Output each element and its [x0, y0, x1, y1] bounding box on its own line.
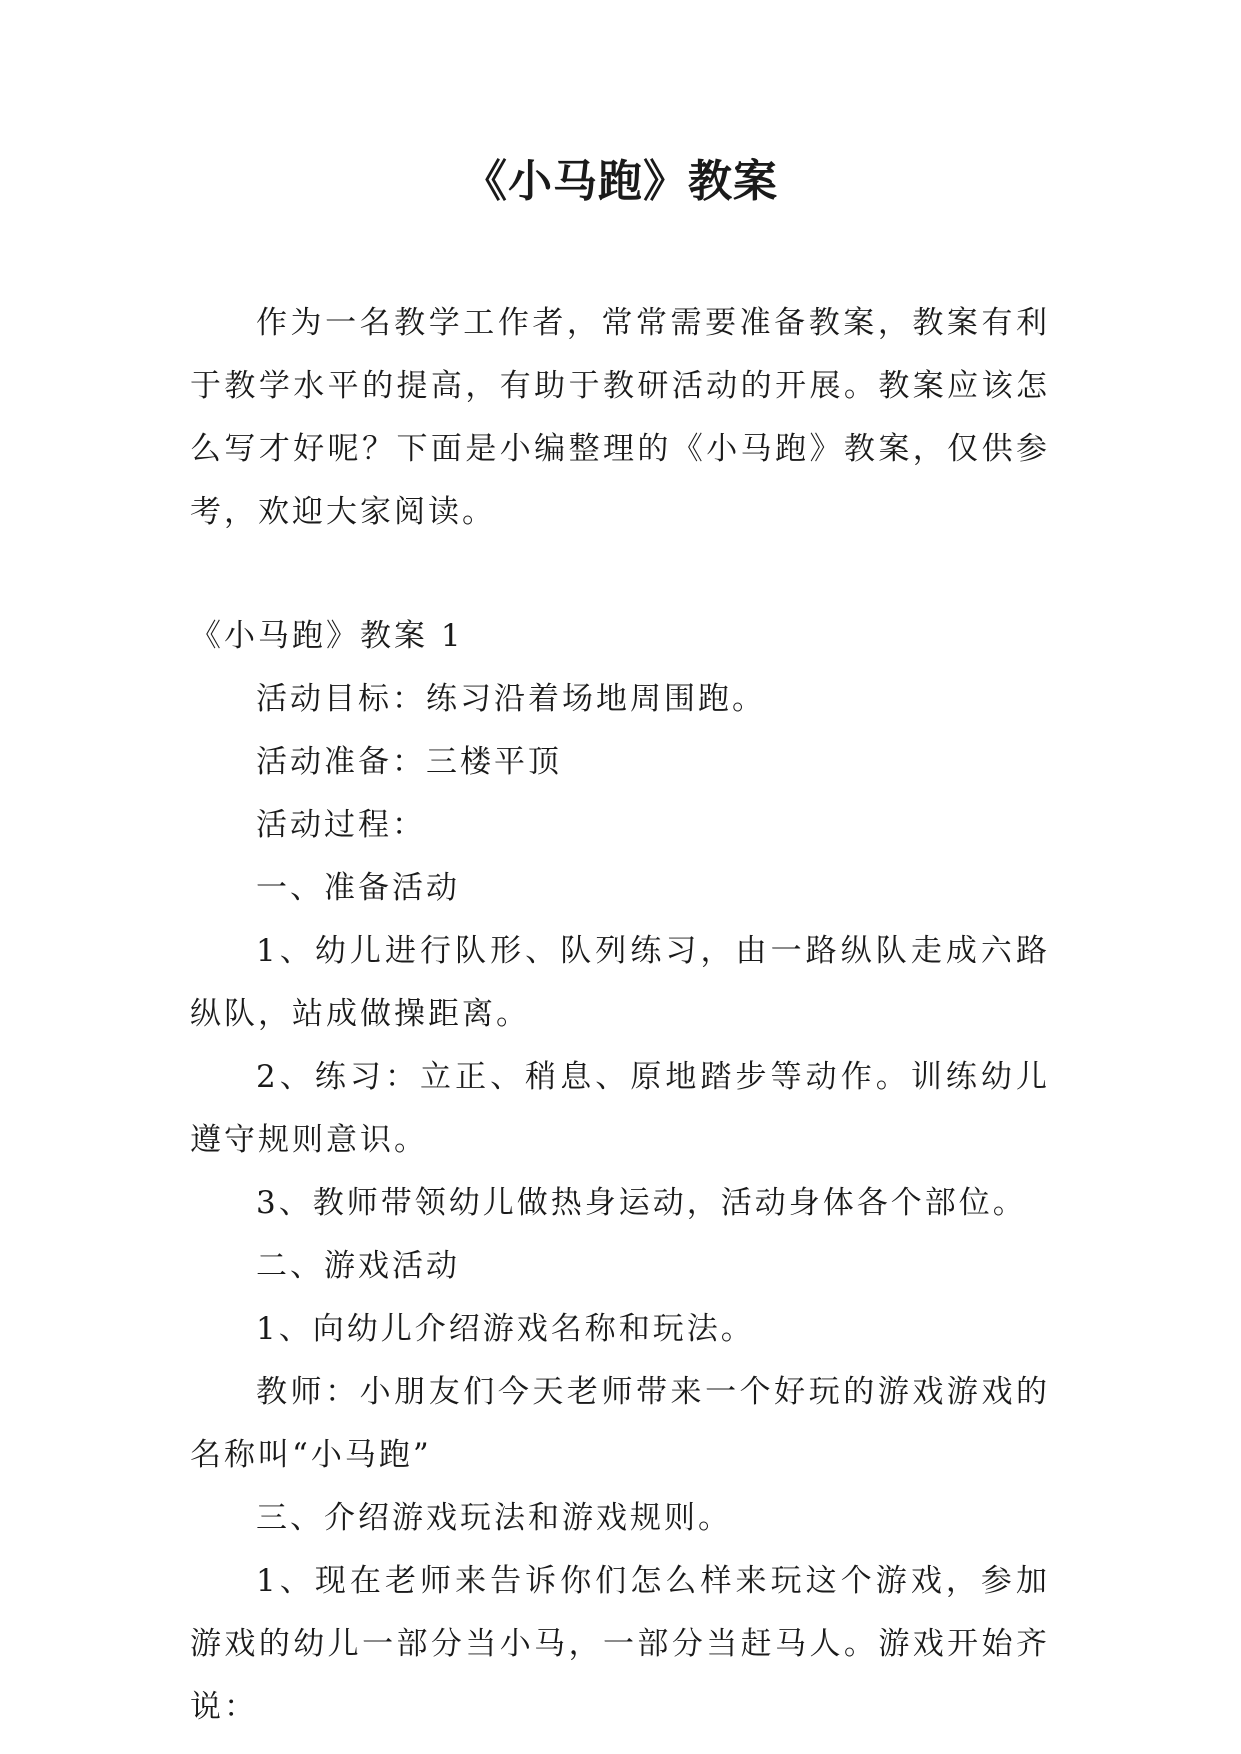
document-body	[190, 292, 1050, 1739]
paragraph-part-three-heading: 三、介绍游戏玩法和游戏规则。	[256, 1500, 732, 1536]
paragraph-teacher-speech: 教师：小朋友们今天老师带来一个好玩的游戏游戏的名称叫“小马跑”	[190, 1374, 1050, 1473]
paragraph-game-intro: 1、向幼儿介绍游戏名称和玩法。	[256, 1311, 755, 1347]
paragraph-step-1: 1、幼儿进行队形、队列练习，由一路纵队走成六路纵队，站成做操距离。	[190, 933, 1050, 1032]
section-title: 《小马跑》教案 1	[190, 618, 464, 654]
paragraph-step-3: 3、教师带领幼儿做热身运动，活动身体各个部位。	[256, 1185, 1027, 1221]
paragraph-game-rules: 1、现在老师来告诉你们怎么样来玩这个游戏，参加游戏的幼儿一部分当小马，一部分当赶马人。游戏开始齐说：	[190, 1563, 1050, 1725]
paragraph-activity-preparation: 活动准备：三楼平顶	[256, 744, 562, 780]
paragraph-part-two-heading: 二、游戏活动	[256, 1248, 460, 1284]
paragraph-activity-process: 活动过程：	[256, 807, 426, 843]
paragraph-part-one-heading: 一、准备活动	[256, 870, 460, 906]
paragraph-step-2: 2、练习：立正、稍息、原地踏步等动作。训练幼儿遵守规则意识。	[190, 1059, 1050, 1158]
paragraph-activity-goal: 活动目标：练习沿着场地周围跑。	[256, 681, 766, 717]
intro-paragraph: 作为一名教学工作者，常常需要准备教案，教案有利于教学水平的提高，有助于教研活动的开展。教案应该怎么写才好呢？下面是小编整理的《小马跑》教案，仅供参考，欢迎大家阅读。	[190, 305, 1050, 530]
document-title: 《小马跑》教案	[463, 156, 778, 207]
